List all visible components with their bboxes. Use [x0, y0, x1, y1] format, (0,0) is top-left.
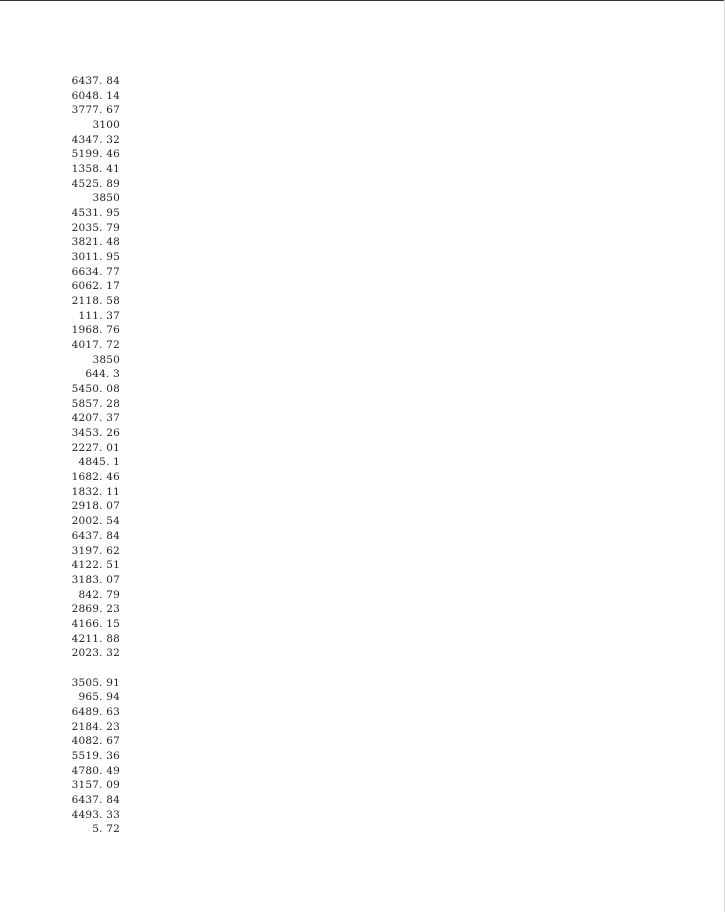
value-row: 4207. 37 [71, 412, 120, 425]
value-row: 4845. 1 [78, 456, 120, 469]
value-row: 5519. 36 [71, 749, 120, 762]
value-row: 3505. 91 [71, 676, 120, 689]
value-row: 6062. 17 [71, 280, 120, 293]
value-row: 2035. 79 [71, 221, 120, 234]
value-row: 1358. 41 [71, 163, 120, 176]
value-row: 3777. 67 [71, 104, 120, 117]
top-border [0, 0, 725, 1]
value-row: 3850 [92, 353, 120, 366]
value-row: 4122. 51 [71, 559, 120, 572]
value-row: 6634. 77 [71, 265, 120, 278]
value-row: 3821. 48 [71, 236, 120, 249]
value-row: 1968. 76 [71, 324, 120, 337]
value-row: 5857. 28 [71, 397, 120, 410]
value-row: 6437. 84 [71, 793, 120, 806]
value-row: 2918. 07 [71, 500, 120, 513]
value-row: 3850 [92, 192, 120, 205]
value-row: 644. 3 [85, 368, 120, 381]
value-row: 3453. 26 [71, 427, 120, 440]
value-row: 842. 79 [78, 588, 120, 601]
value-row: 2184. 23 [71, 720, 120, 733]
value-column [40, 74, 120, 837]
value-row: 111. 37 [78, 309, 120, 322]
value-row: 4017. 72 [71, 339, 120, 352]
value-row: 5199. 46 [71, 148, 120, 161]
value-row: 6437. 84 [71, 529, 120, 542]
value-row: 4493. 33 [71, 808, 120, 821]
value-row: 4780. 49 [71, 764, 120, 777]
value-row: 3100 [92, 119, 120, 132]
value-row: 1832. 11 [71, 485, 120, 498]
value-row: 6048. 14 [71, 89, 120, 102]
value-row: 6489. 63 [71, 705, 120, 718]
value-row: 2118. 58 [71, 295, 120, 308]
value-row: 5. 72 [92, 823, 120, 836]
value-row: 3183. 07 [71, 573, 120, 586]
value-row: 4211. 88 [71, 632, 120, 645]
value-row: 3157. 09 [71, 779, 120, 792]
value-row: 2023. 32 [71, 647, 120, 660]
value-row: 4531. 95 [71, 207, 120, 220]
value-row: 965. 94 [78, 691, 120, 704]
value-row: 2869. 23 [71, 603, 120, 616]
value-row: 1682. 46 [71, 471, 120, 484]
value-row: 5450. 08 [71, 383, 120, 396]
value-row: 4082. 67 [71, 735, 120, 748]
value-row: 3197. 62 [71, 544, 120, 557]
value-row: 6437. 84 [71, 75, 120, 87]
value-row: 4347. 32 [71, 133, 120, 146]
blank-row [40, 661, 120, 676]
value-row: 2227. 01 [71, 441, 120, 454]
value-row: 4166. 15 [71, 617, 120, 630]
value-row: 4525. 89 [71, 177, 120, 190]
value-row: 2002. 54 [71, 515, 120, 528]
value-row: 3011. 95 [71, 251, 120, 264]
